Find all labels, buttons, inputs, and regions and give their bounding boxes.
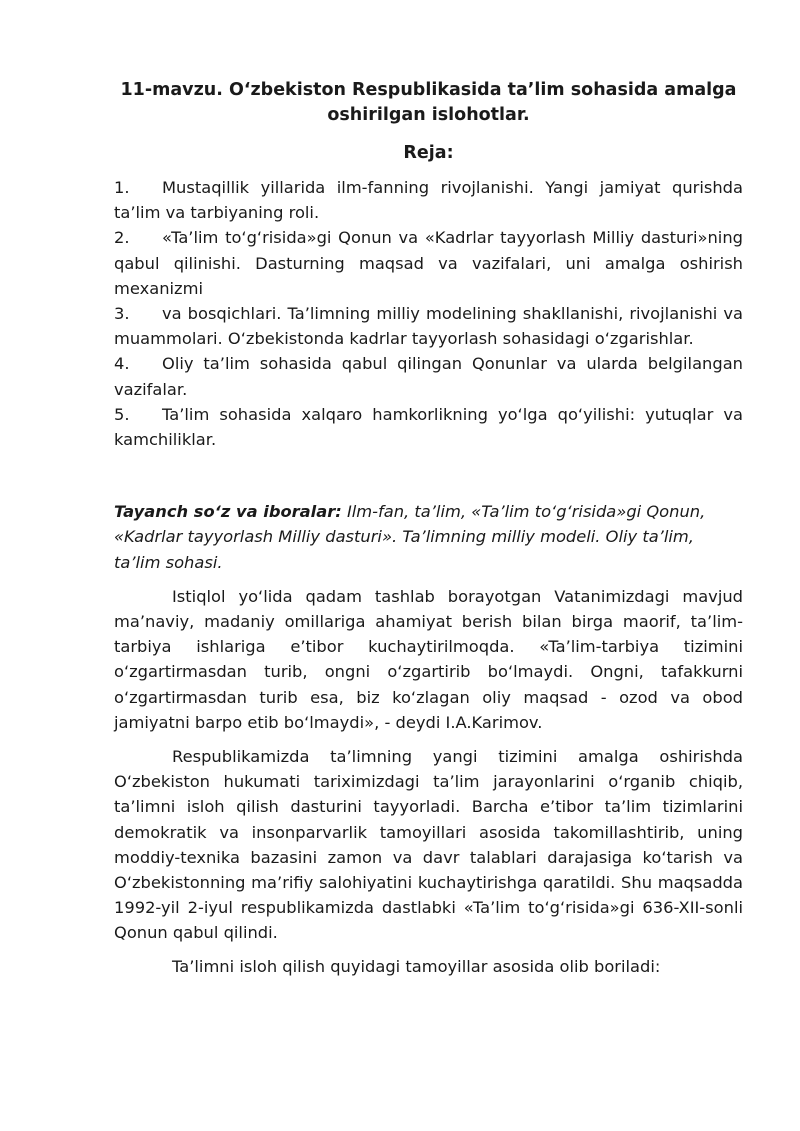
body-paragraph: Respublikamizda ta’limning yangi tizimini amalga oshirishda O‘zbekiston hukumati tariximizdagi ta’lim jarayonlarini o‘rganib chiqib, ta’limni isloh qilish dasturini tayyorladi. Barcha e’tibor ta’lim tizimlarini demokratik va insonparvarlik tamoyillari asosida takomillashtirib, uning moddiy-texnika bazasini zamon va davr talablari darajasiga ko‘tarish va O‘zbekistonning ma’rifiy salohiyatini kuchaytirishga qaratildi. Shu maqsadda 1992-yil 2-iyul respublikamizda dastlabki «Ta’lim to‘g‘risida»gi 636-XII-sonli Qonun qabul qilindi. — [114, 747, 743, 943]
plan-item-number: 3. — [114, 304, 130, 324]
plan-item-number: 5. — [114, 404, 130, 424]
document-title: 11-mavzu. O‘zbekiston Respublikasida ta’lim sohasida amalga oshirilgan islohotlar. — [120, 80, 737, 125]
plan-item-number: 4. — [114, 354, 130, 374]
body-paragraph: Ta’limni isloh qilish quyidagi tamoyillar asosida olib boriladi: — [172, 956, 661, 976]
plan-item-text: Ta’lim sohasida xalqaro hamkorlikning yo‘lga qo‘yilishi: yutuqlar va kamchiliklar. — [114, 404, 743, 450]
plan-item — [114, 225, 743, 301]
plan-item — [114, 402, 743, 452]
plan-item-text: Oliy ta’lim sohasida qabul qilingan Qonunlar va ularda belgilangan vazifalar. — [114, 354, 743, 399]
plan-item-text: «Ta’lim to‘g‘risida»gi Qonun va «Kadrlar tayyorlash Milliy dasturi»ning qabul qilinishi. Dasturning maqsad va vazifalari, uni amalga oshirish mexanizmi — [114, 228, 743, 298]
plan-item-number: 1. — [114, 178, 130, 197]
plan-item-text: Mustaqillik yillarida ilm-fanning rivojlanishi. Yangi jamiyat qurishda ta’lim va tarbiyaning roli. — [114, 178, 743, 223]
keywords-text: Ilm-fan, ta’lim, «Ta’lim to‘g‘risida»gi Qonun, «Kadrlar tayyorlash Milliy dasturi». Ta’limning milliy modeli. Oliy ta’lim, ta’lim sohasi. — [114, 502, 706, 572]
plan-item — [114, 175, 743, 225]
plan-item — [114, 351, 743, 401]
document-page — [114, 78, 743, 979]
plan-heading: Reja: — [403, 143, 454, 163]
plan-list — [114, 175, 743, 452]
plan-item-text: va bosqichlari. Ta’limning milliy modelining shakllanishi, rivojlanishi va muammolari. O‘zbekistonda kadrlar tayyorlash sohasidagi o‘zgarishlar. — [114, 304, 743, 349]
keywords-block — [114, 499, 743, 575]
body-paragraph: Istiqlol yo‘lida qadam tashlab borayotgan Vatanimizdagi mavjud ma’naviy, madaniy omillariga ahamiyat berish bilan birga maorif, ta’lim-tarbiya ishlariga e’tibor kuchaytirilmoqda. «Ta’lim-tarbiya tizimini o‘zgartirmasdan turib, ongni o‘zgartirib bo‘lmaydi. Ongni, tafakkurni o‘zgartirmasdan turib esa, biz ko‘zlagan oliy maqsad - ozod va obod jamiyatni barpo etib bo‘lmaydi», - deydi I.A.Karimov. — [114, 586, 743, 732]
plan-item-number: 2. — [114, 228, 130, 248]
keywords-label: Tayanch so‘z va iboralar: — [114, 502, 342, 522]
plan-item — [114, 301, 743, 351]
